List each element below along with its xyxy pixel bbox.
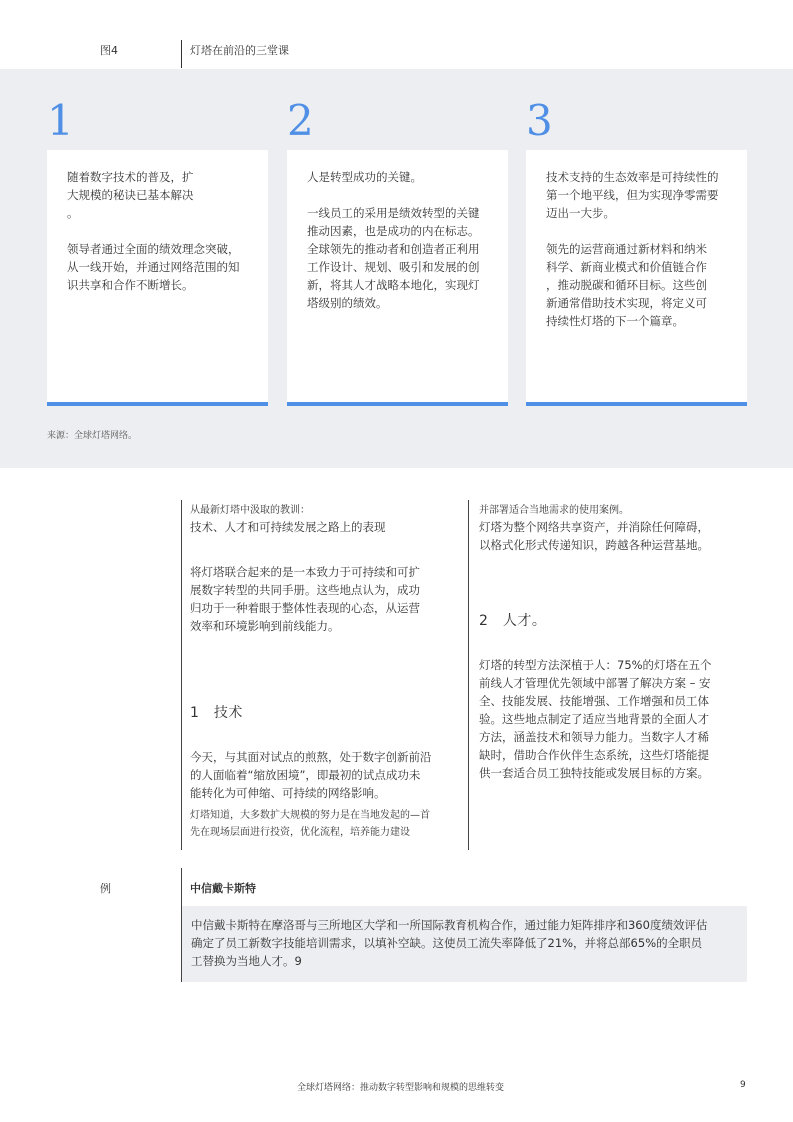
case-label: 例 xyxy=(100,882,111,895)
lesson-3-paragraph-1: 技术支持的生态效率是可持续性的 第一个地平线，但为实现净零需要 迈出一大步。 xyxy=(546,170,719,220)
figure-divider xyxy=(181,40,182,68)
case-text: 中信戴卡斯特在摩洛哥与三所地区大学和一所国际教育机构合作，通过能力矩阵排序和360度绩效评估 确定了员工新数字技能培训需求，以填补空缺。这使员工流失率降低了21%，并将总部65%的全职员 工替换为当地人才。9 xyxy=(191,918,708,968)
lesson-1-paragraph-2: 领导者通过全面的绩效理念突破， 从一线开始，并通过网络范围的知 识共享和合作不断增长。 xyxy=(67,242,240,292)
lesson-card-1 xyxy=(47,150,268,406)
lesson-number-1: 1 xyxy=(47,96,74,145)
lesson-2-paragraph-1: 人是转型成功的关键。 xyxy=(307,170,422,184)
section-heading-technology: 1 技术 xyxy=(190,705,243,721)
lesson-number-3: 3 xyxy=(526,96,553,145)
figure-source: 来源：全球灯塔网络。 xyxy=(47,431,138,441)
figure-title: 灯塔在前沿的三堂课 xyxy=(190,44,289,57)
footer-text: 全球灯塔网络：推动数字转型影响和规模的思维转变 xyxy=(297,1083,505,1093)
lesson-card-2 xyxy=(287,150,508,406)
lesson-card-3 xyxy=(526,150,747,406)
right-small-text: 并部署适合当地需求的使用案例。 xyxy=(479,505,629,516)
right-paragraph-2: 灯塔的转型方法深植于人：75%的灯塔在五个 前线人才管理优先领域中部署了解决方案 – 安 全、技能发展、技能增强、工作增强和员工体 验。这些地点制定了适应当地背景的全面人才 方法，涵盖技术和领导力能力。当数字人才稀 缺时，借助合作伙伴生态系统，这些灯塔能提 供一套适合员工独特技能或发展目标的方案。 xyxy=(479,658,712,780)
case-box xyxy=(182,906,747,982)
page-number: 9 xyxy=(740,1080,746,1090)
lesson-2-paragraph-2: 一线员工的采用是绩效转型的关键 推动因素，也是成功的内在标志。 全球领先的推动者和创造者正利用 工作设计、规划、吸引和发展的创 新，将其人才战略本地化，实现灯 塔级别的绩效。 xyxy=(307,206,480,310)
left-paragraph-1: 将灯塔联合起来的是一本致力于可持续和可扩 展数字转型的共同手册。这些地点认为，成功 归功于一种着眼于整体性表现的心态，从运营 效率和环境影响到前线能力。 xyxy=(190,565,420,633)
section-heading-talent: 2 人才。 xyxy=(479,613,547,629)
column-divider-left xyxy=(181,500,182,850)
lesson-number-2: 2 xyxy=(287,96,314,145)
column-divider-right xyxy=(468,500,469,850)
case-title: 中信戴卡斯特 xyxy=(190,882,256,895)
left-paragraph-3: 灯塔知道，大多数扩大规模的努力是在当地发起的—首 先在现场层面进行投资，优化流程，培养能力建设 xyxy=(190,810,430,838)
intro-small-text: 从最新灯塔中汲取的教训： xyxy=(190,505,310,516)
figure-label: 图4 xyxy=(100,44,118,57)
intro-subtitle: 技术、人才和可持续发展之路上的表现 xyxy=(190,520,386,534)
right-paragraph-1: 灯塔为整个网络共享资产，并消除任何障碍， 以格式化形式传递知识，跨越各种运营基地。 xyxy=(479,520,709,552)
lesson-3-paragraph-2: 领先的运营商通过新材料和纳米 科学、新商业模式和价值链合作 ，推动脱碳和循环目标。这些创 新通常借助技术实现，将定义可 持续性灯塔的下一个篇章。 xyxy=(546,242,707,328)
lesson-1-paragraph-1: 随着数字技术的普及，扩 大规模的秘诀已基本解决 。 xyxy=(67,170,194,220)
left-paragraph-2: 今天，与其面对试点的煎熬，处于数字创新前沿 的人面临着“缩放困境”，即最初的试点成功未 能转化为可伸缩、可持续的网络影响。 xyxy=(190,750,432,800)
